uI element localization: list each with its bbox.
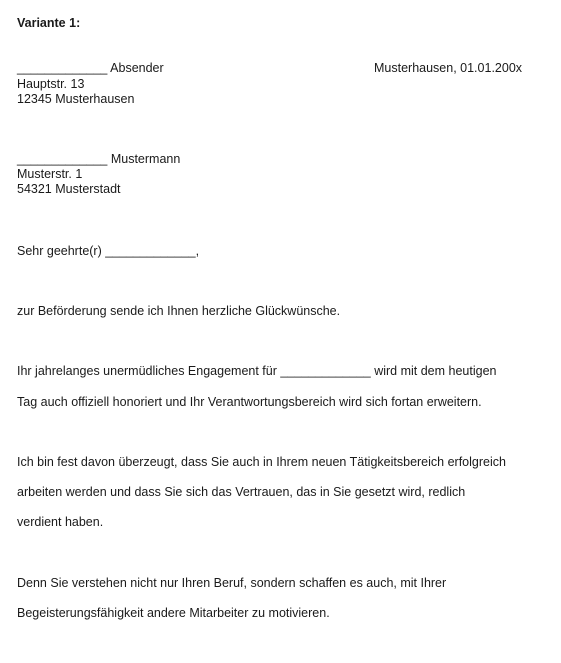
paragraph-4-line-2: Begeisterungsfähigkeit andere Mitarbeiter zu motivieren. [17, 606, 330, 620]
paragraph-3-line-3: verdient haben. [17, 515, 104, 529]
paragraph-2-line-2: Tag auch offiziell honoriert und Ihr Verantwortungsbereich wird sich fortan erweitern. [17, 395, 482, 409]
paragraph-3-line-1: Ich bin fest davon überzeugt, dass Sie auch in Ihrem neuen Tätigkeitsbereich erfolgreich [17, 455, 506, 469]
sender-city: 12345 Musterhausen [17, 92, 135, 106]
paragraph-2-line-1: Ihr jahrelanges unermüdliches Engagement für _____________ wird mit dem heutigen [17, 364, 497, 378]
recipient-city: 54321 Musterstadt [17, 182, 121, 196]
place-date: Musterhausen, 01.01.200x [374, 61, 523, 75]
document-heading: Variante 1: [17, 16, 81, 30]
recipient-street: Musterstr. 1 [17, 167, 83, 181]
paragraph-4-line-1: Denn Sie verstehen nicht nur Ihren Beruf, sondern schaffen es auch, mit Ihrer [17, 576, 447, 590]
sender-street: Hauptstr. 13 [17, 77, 85, 91]
paragraph-3-line-2: arbeiten werden und dass Sie sich das Vertrauen, das in Sie gesetzt wird, redlich [17, 485, 466, 499]
salutation: Sehr geehrte(r) _____________, [17, 244, 200, 258]
recipient-name-line: _____________ Mustermann [17, 152, 181, 166]
paragraph-1-line-1: zur Beförderung sende ich Ihnen herzliche Glückwünsche. [17, 304, 341, 318]
sender-name-line: _____________ Absender [17, 61, 164, 75]
